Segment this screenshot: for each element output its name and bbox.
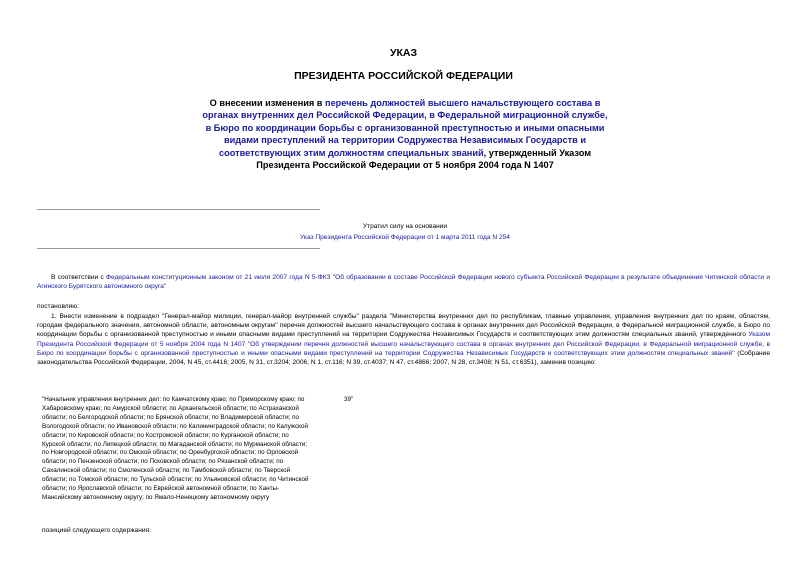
quote-line: области; по Томской области; по Тульской области; по Ульяновской области; по Читинской [42,476,309,484]
decree-title: УКАЗ [389,47,418,59]
quote-line: Мансийскому автономному округу; по Ямало-Ненецкому автономному округу [42,493,270,501]
intro-paragraph [37,273,770,291]
heading-link[interactable]: перечень должностей высшего начальствующего состава в органах внутренних дел Российской Федерации, в Федеральной миграционной службе, в Бюро по координации борьбы с организованной преступностью и иными опасными видами преступлений на территории Содружества Независимых Государств и соответствующих этим должностям специальных званий [202,98,608,158]
quote-line: Хабаровскому краю; по Амурской области; по Архангельской области; по Астраханской [42,404,299,412]
quote-line: Вологодской области; по Ивановской области; по Калининградской области; по Калужской [42,422,309,430]
quote-line: "Начальник управления внутренних дел: по Камчатскому краю; по Приморскому краю; по [42,396,305,403]
quote-line: по Новгородской области; по Омской области; по Оренбургской области; по Орловской [42,449,299,457]
decree-word: постановляю: [37,303,80,310]
quote-line: Сахалинской области; по Смоленской области; по Тамбовской области; по Тверской [42,467,291,475]
item1-link[interactable]: Указом Президента Российской Федерации от 5 ноября 2004 года N 1407 "Об утверждении перечня должностей высшего начальствующего состава в органах внутренних дел Российской Федерации, в Федеральной миграционной службе, в Бюро по координации борьбы с организованной преступностью и иными опасными видами преступлений на территории Содружества Независимых Государств и соответствующих этим должностям специальных званий" [37,331,770,357]
decree-heading [200,97,610,171]
item1-prefix: 1. Внести изменение в подраздел "Генерал-майор милиции, генерал-майор внутренней службы" раздела "Министерства внутренних дел по республикам, главные управления, управления внутренних дел по краям, областям, городам федерального значения, автономной области, автономным округам" перечня должностей высшего начальствующего состава в органах внутренних дел Российской Федерации, в Федеральной миграционной службе, в Бюро по координации борьбы с организованной преступностью и иными опасными видами преступлений на территории Содружества Независимых Государств и соответствующих этим должностям специальных званий, утвержденного [37,313,770,339]
item-1-paragraph [37,312,770,367]
quote-line: области; по Ярославской области; по Еврейской автономной области; по Ханты- [42,485,280,493]
quote-line: области; по Пензенской области; по Псковской области; по Рязанской области; по [42,458,284,466]
quoted-position [42,396,342,503]
divider-bottom [37,248,320,249]
quote-line: области; по Кировской области; по Костромской области; по Курганской области; по [42,431,289,439]
quoted-position-count: 39" [344,396,354,403]
repeal-link[interactable]: Указ Президента Российской Федерации от 1 марта 2011 года N 254 [300,234,510,241]
decree-issuer: ПРЕЗИДЕНТА РОССИЙСКОЙ ФЕДЕРАЦИИ [294,70,513,82]
quote-line: Курской области; по Липецкой области; по Магаданской области; по Мурманской области; [42,440,308,448]
heading-suffix: , утвержденный Указом Президента Российской Федерации от 5 ноября 2004 года N 1407 [256,147,592,171]
repeal-note: Утратил силу на основании [362,223,448,230]
item1-suffix: (Собрание законодательства Российской Федерации, 2004, N 45, ст.4416; 2005, N 31, ст.3204; 2006, N 1, ст.116; N 39, ст.4037; N 47, ст.4866; 2007, N 28, ст.3408; N 51, ст.6351), заменив позицию: [37,349,770,367]
footer-text: позицией следующего содержания: [42,527,151,534]
intro-prefix: В соответствии с [51,274,107,281]
heading-prefix: О внесении изменения в [209,98,326,108]
intro-link[interactable]: Федеральным конституционным законом от 21 июля 2007 года N 5-ФКЗ "Об образовании в составе Российской Федерации нового субъекта Российской Федерации в результате объединения Читинской области и Агинского Бурятского автономного округа" [37,274,771,291]
divider-top [37,209,320,210]
quote-line: области; по Белгородской области; по Брянской области; по Владимирской области; по [42,413,299,421]
